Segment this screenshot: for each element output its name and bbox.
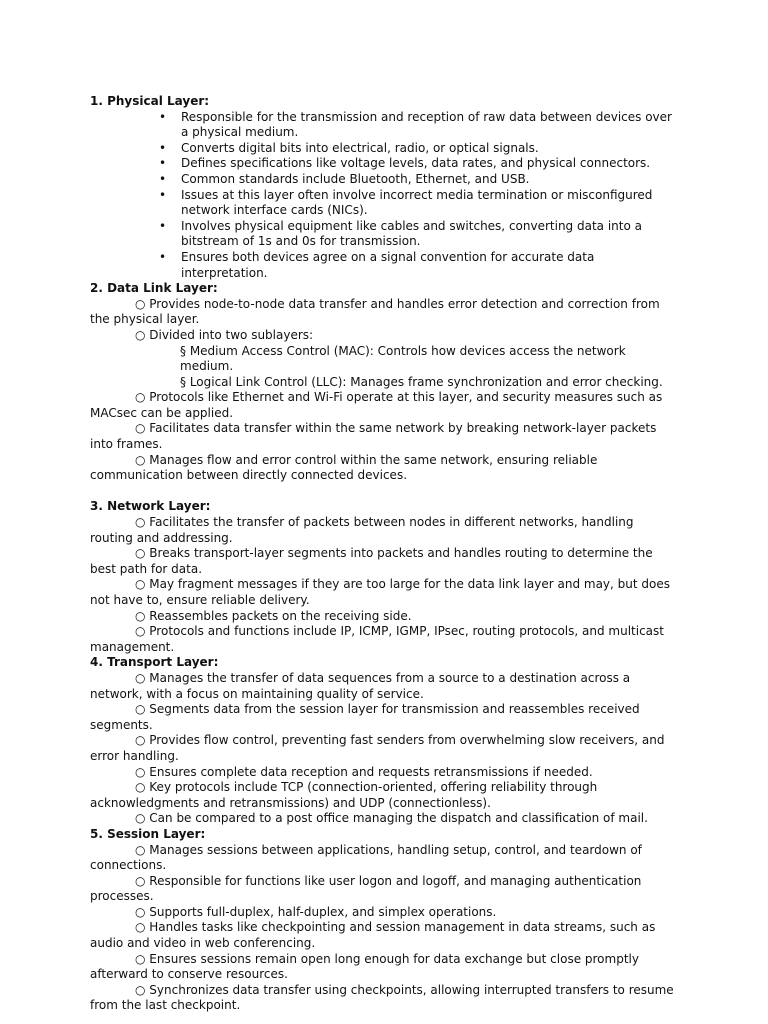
document-body	[90, 94, 680, 1014]
list-item: • Ensures both devices agree on a signal convention for accurate data interpretation.	[159, 249, 595, 280]
list-item: ○ Facilitates data transfer within the same network by breaking network-layer packets into frames.	[90, 421, 657, 452]
list-item: • Responsible for the transmission and reception of raw data between devices over a physical medium.	[159, 109, 672, 140]
bullet-icon: •	[159, 156, 167, 171]
bullet-icon: •	[159, 140, 167, 155]
section-heading-data-link-layer: 2. Data Link Layer:	[90, 281, 218, 296]
sublist-item: § Logical Link Control (LLC): Manages frame synchronization and error checking.	[180, 374, 663, 389]
section-heading-session-layer: 5. Session Layer:	[90, 826, 206, 841]
list-item: ○ Synchronizes data transfer using checkpoints, allowing interrupted transfers to resume from the last checkpoint.	[90, 982, 674, 1013]
list-item: ○ Ensures complete data reception and requests retransmissions if needed.	[135, 764, 593, 779]
list-item: • Converts digital bits into electrical, radio, or optical signals.	[159, 140, 539, 155]
list-item: • Defines specifications like voltage levels, data rates, and physical connectors.	[159, 156, 651, 171]
list-item: • Involves physical equipment like cables and switches, converting data into a bitstream of 1s and 0s for transmission.	[159, 218, 642, 249]
list-item: ○ Protocols and functions include IP, ICMP, IGMP, IPsec, routing protocols, and multicast management.	[90, 624, 664, 654]
section-heading-network-layer: 3. Network Layer:	[90, 499, 211, 514]
list-item: ○ Key protocols include TCP (connection-oriented, offering reliability through acknowledgments and retransmissions) and UDP (connectionless).	[90, 780, 598, 810]
list-item: ○ Reassembles packets on the receiving side.	[135, 608, 412, 623]
list-item: • Common standards include Bluetooth, Ethernet, and USB.	[159, 171, 530, 186]
bullet-icon: •	[159, 249, 167, 264]
list-item: ○ Protocols like Ethernet and Wi-Fi operate at this layer, and security measures such as MACsec can be applied.	[90, 390, 663, 420]
list-item: ○ Manages flow and error control within the same network, ensuring reliable communication between directly connected devices.	[90, 452, 598, 483]
list-item: ○ Responsible for functions like user logon and logoff, and managing authentication processes.	[90, 873, 642, 904]
list-item: ○ Manages the transfer of data sequences from a source to a destination across a network, with a focus on maintaining quality of service.	[90, 670, 631, 701]
list-item: ○ Ensures sessions remain open long enough for data exchange but close promptly afterward to conserve resources.	[90, 951, 639, 982]
section-heading-transport-layer: 4. Transport Layer:	[90, 655, 219, 670]
bullet-icon: •	[159, 171, 167, 186]
section-heading-physical-layer: 1. Physical Layer:	[90, 94, 210, 108]
list-item: ○ Breaks transport-layer segments into packets and handles routing to determine the best path for data.	[90, 546, 653, 576]
bullet-icon: •	[159, 218, 167, 233]
physical-layer-bullet-list	[90, 110, 680, 282]
list-item: ○ Provides flow control, preventing fast senders from overwhelming slow receivers, and error handling.	[90, 733, 665, 763]
section-spacer	[90, 484, 680, 500]
list-item: ○ May fragment messages if they are too large for the data link layer and may, but does not have to, ensure reliable delivery.	[90, 577, 670, 607]
list-item: ○ Supports full-duplex, half-duplex, and simplex operations.	[135, 904, 497, 919]
list-item: ○ Divided into two sublayers:	[135, 327, 314, 342]
sublist-item: § Medium Access Control (MAC): Controls how devices access the network medium.	[180, 343, 626, 374]
list-item: • Issues at this layer often involve incorrect media termination or misconfigured network interface cards (NICs).	[159, 187, 653, 218]
list-item: ○ Segments data from the session layer for transmission and reassembles received segments.	[90, 702, 640, 732]
list-item: ○ Manages sessions between applications, handling setup, control, and teardown of connections.	[90, 842, 642, 873]
list-item: ○ Handles tasks like checkpointing and session management in data streams, such as audio and video in web conferencing.	[90, 920, 656, 951]
bullet-icon: •	[159, 109, 167, 124]
list-item: ○ Provides node-to-node data transfer and handles error detection and correction from the physical layer.	[90, 296, 660, 327]
list-item: ○ Facilitates the transfer of packets between nodes in different networks, handling routing and addressing.	[90, 515, 634, 545]
bullet-icon: •	[159, 187, 167, 202]
list-item: ○ Can be compared to a post office managing the dispatch and classification of mail.	[135, 811, 648, 826]
